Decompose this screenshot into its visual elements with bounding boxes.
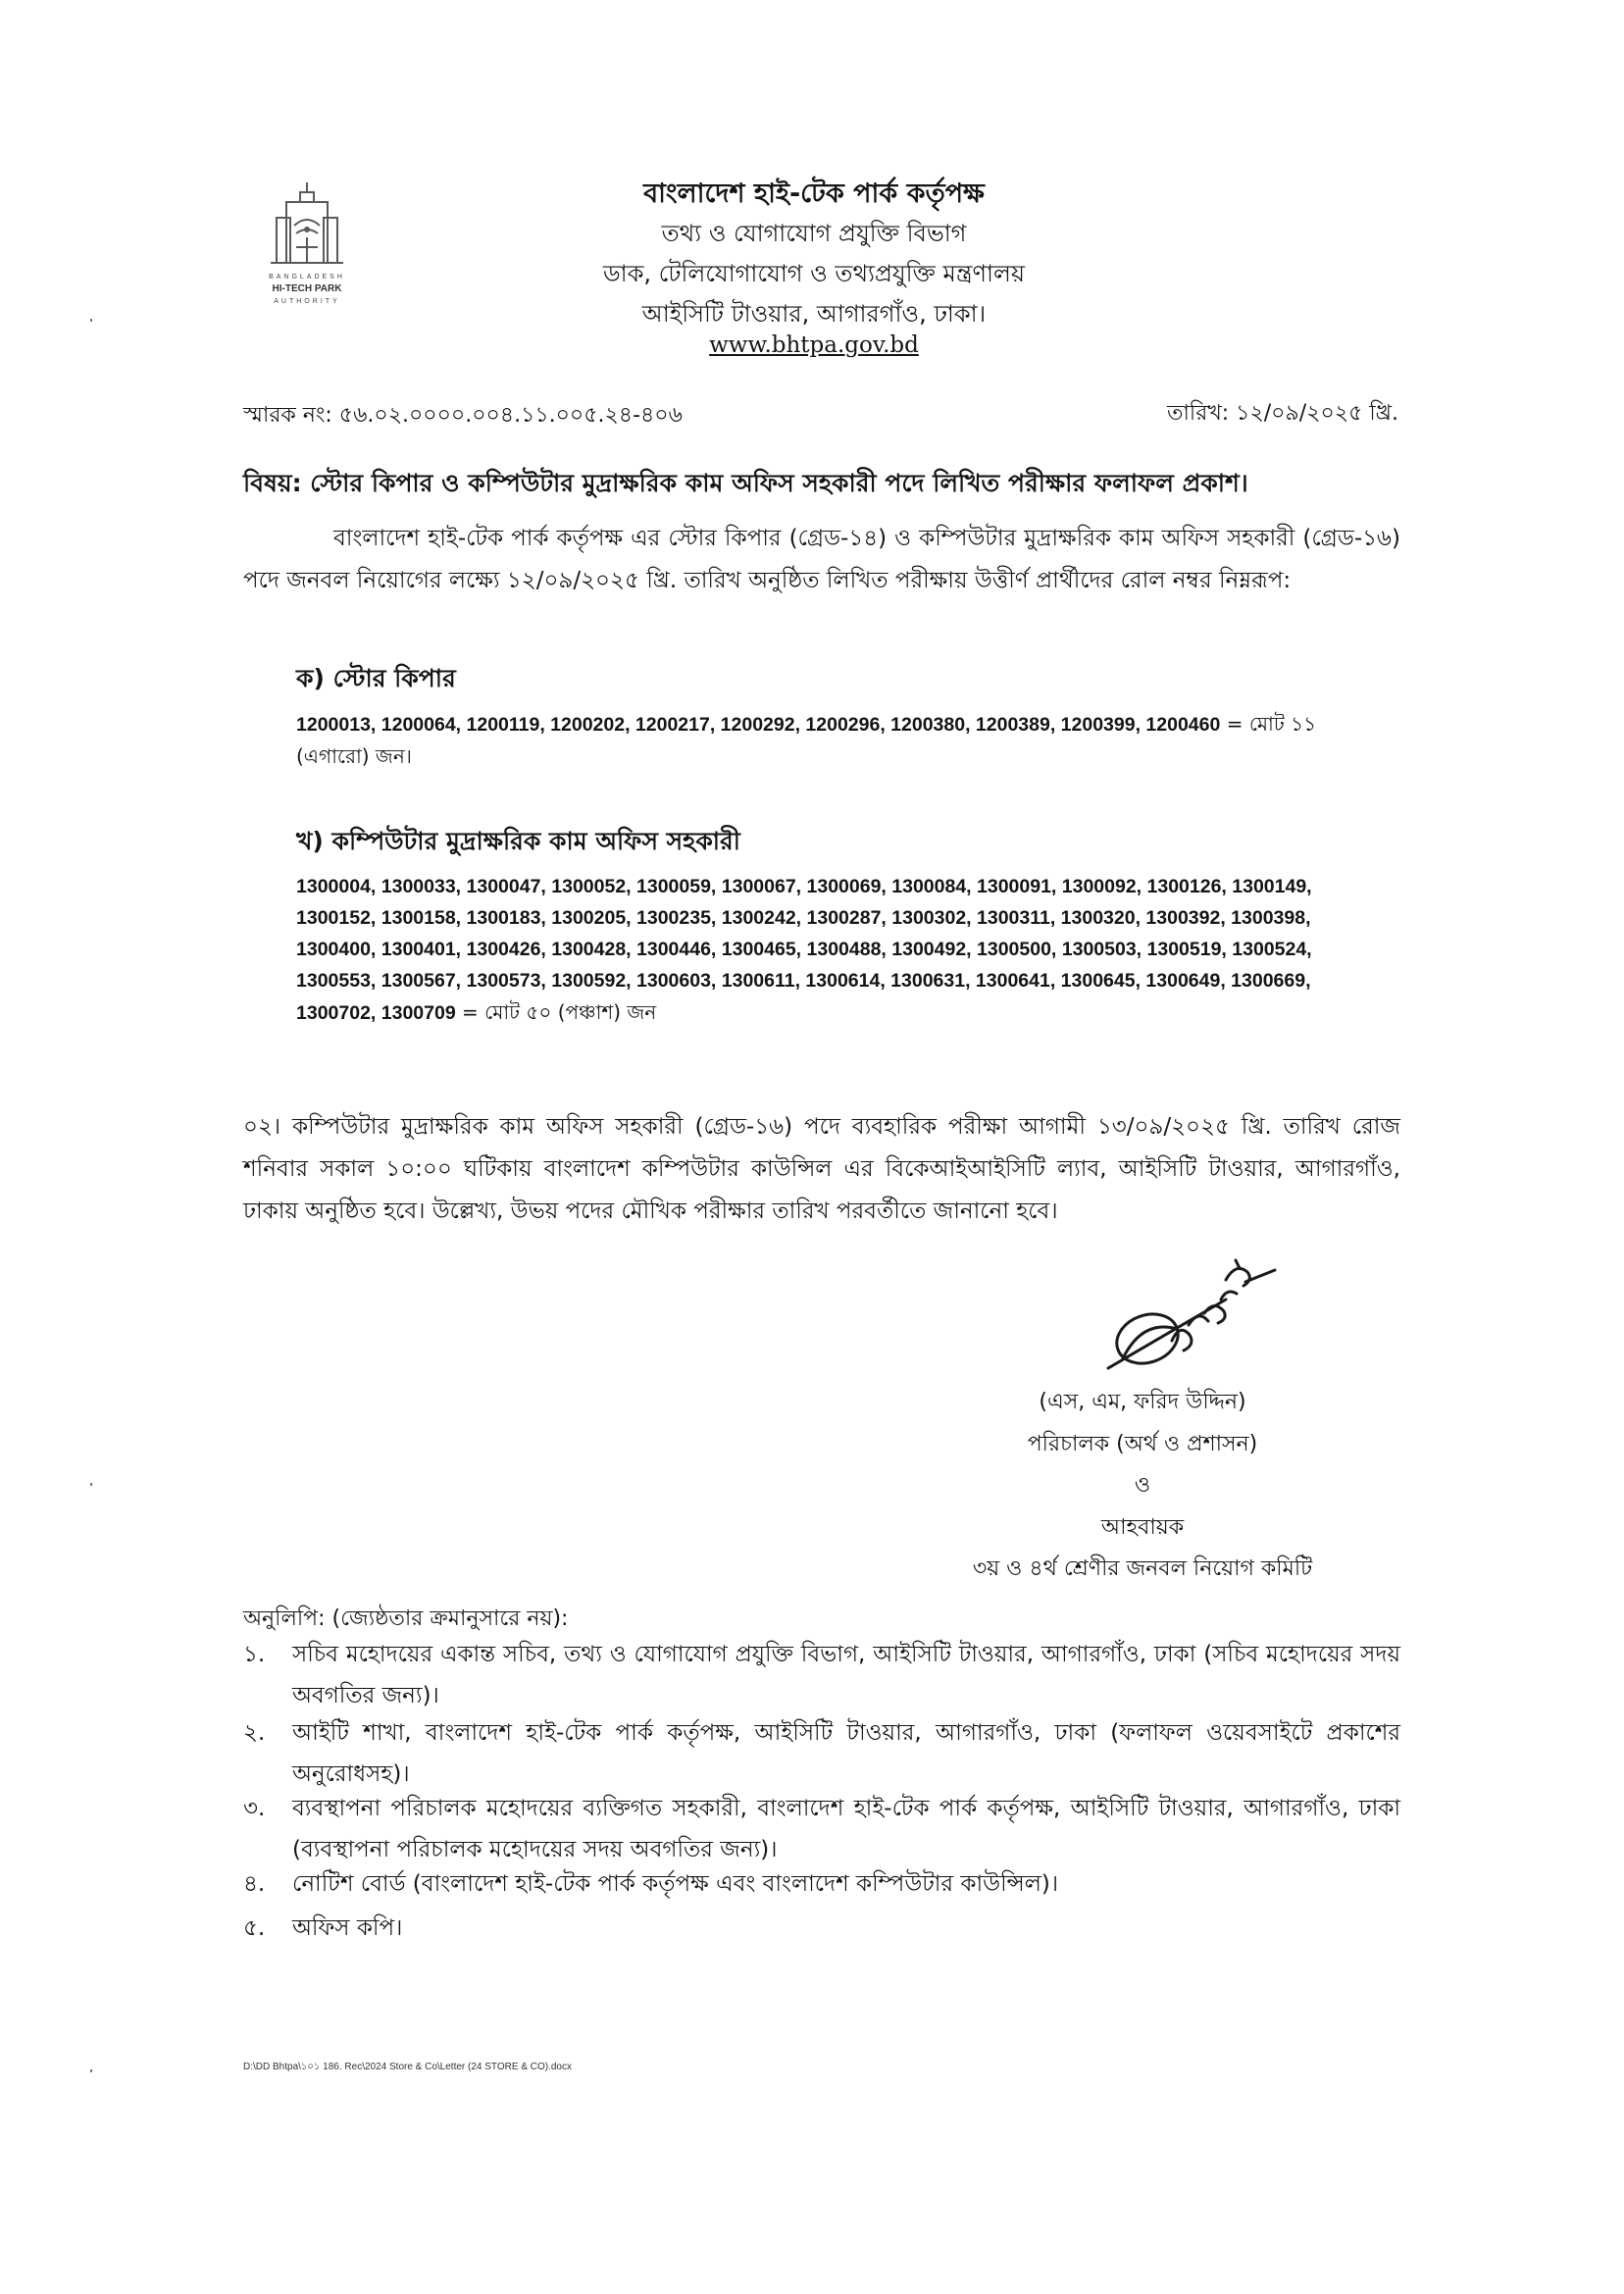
signatory-committee: ৩য় ও ৪র্থ শ্রেণীর জনবল নিয়োগ কমিটি — [972, 1556, 1313, 1581]
copy-to-number: ২. — [243, 1720, 266, 1746]
copy-to-number: ৩. — [243, 1796, 266, 1821]
intro-paragraph: বাংলাদেশ হাই-টেক পার্ক কর্তৃপক্ষ এর স্টোর কিপার (গ্রেড-১৪) ও কম্পিউটার মুদ্রাক্ষরিক কাম অফিস সহকারী (গ্রেড-১৬) পদে জনবল নিয়োগের লক্ষ্যে ১২/০৯/২০২৫ খ্রি. তারিখ অনুষ্ঠিত লিখিত পরীক্ষায় উত্তীর্ণ প্রার্থীদের রোল নম্বর নিম্নরূপ: — [243, 526, 1400, 593]
memo-date: তারিখ: ১২/০৯/২০২৫ খ্রি. — [1167, 401, 1398, 426]
ministry-name: ডাক, টেলিযোগাযোগ ও তথ্যপ্রযুক্তি মন্ত্রণালয় — [603, 260, 1025, 287]
copy-to-text: সচিব মহোদয়ের একান্ত সচিব, তথ্য ও যোগাযোগ প্রযুক্তি বিভাগ, আইসিটি টাওয়ার, আগারগাঁও, ঢাকা (সচিব মহোদয়ের সদয় অবগতির জন্য)। — [292, 1642, 1400, 1708]
copy-to-item — [243, 1712, 1400, 1795]
signatory-name: (এস, এম, ফরিদ উদ্দিন) — [1039, 1390, 1246, 1414]
scan-mark — [90, 1483, 92, 1486]
store-keeper-roll-list — [296, 708, 1385, 773]
copy-to-item — [243, 1634, 1400, 1716]
signatory-designation: পরিচালক (অর্থ ও প্রশাসন) — [1027, 1432, 1258, 1456]
copy-to-title: অনুলিপি: (জ্যেষ্ঠতার ক্রমানুসারে নয়): — [243, 1606, 569, 1631]
subject-line: বিষয়: স্টোর কিপার ও কম্পিউটার মুদ্রাক্ষরিক কাম অফিস সহকারী পদে লিখিত পরীক্ষার ফলাফল প্রকাশ। — [243, 469, 1248, 497]
copy-to-text: ব্যবস্থাপনা পরিচালক মহোদয়ের ব্যক্তিগত সহকারী, বাংলাদেশ হাই-টেক পার্ক কর্তৃপক্ষ, আইসিটি টাওয়ার, আগারগাঁও, ঢাকা (ব্যবস্থাপনা পরিচালক মহোদয়ের সদয় অবগতির জন্য)। — [292, 1796, 1400, 1862]
svg-text:HI-TECH PARK: HI-TECH PARK — [272, 283, 342, 294]
section-computer-typist-title: খ) কম্পিউটার মুদ্রাক্ষরিক কাম অফিস সহকারী — [296, 827, 740, 855]
org-name: বাংলাদেশ হাই-টেক পার্ক কর্তৃপক্ষ — [643, 178, 985, 209]
computer-typist-roll-list — [296, 871, 1385, 1029]
copy-to-text: আইটি শাখা, বাংলাদেশ হাই-টেক পার্ক কর্তৃপক্ষ, আইসিটি টাওয়ার, আগারগাঁও, ঢাকা (ফলাফল ওয়েবসাইটে প্রকাশের অনুরোধসহ)। — [292, 1720, 1400, 1787]
handwritten-signature-icon — [1079, 1231, 1285, 1388]
memo-number: স্মারক নং: ৫৬.০২.০০০০.০০৪.১১.০০৫.২৪-৪০৬ — [243, 403, 683, 428]
svg-text:BANGLADESH: BANGLADESH — [269, 274, 345, 280]
copy-to-text: অফিস কপি। — [292, 1915, 403, 1941]
scan-mark — [90, 2069, 92, 2072]
bhtpa-logo-icon — [257, 178, 357, 314]
practical-exam-paragraph: ০২। কম্পিউটার মুদ্রাক্ষরিক কাম অফিস সহকারী (গ্রেড-১৬) পদে ব্যবহারিক পরীক্ষা আগামী ১৩/০৯/২০২৫ খ্রি. তারিখ রোজ শনিবার সকাল ১০:০০ ঘটিকায় বাংলাদেশ কম্পিউটার কাউন্সিল এর বিকেআইআইসিটি ল্যাব, আইসিটি টাওয়ার, আগারগাঁও, ঢাকায় অনুষ্ঠিত হবে। উল্লেখ্য, উভয় পদের মৌখিক পরীক্ষার তারিখ পরবর্তীতে জানানো হবে। — [243, 1114, 1400, 1224]
copy-to-item — [243, 1908, 1400, 1949]
scan-mark — [90, 319, 92, 322]
copy-to-text: নোটিশ বোর্ড (বাংলাদেশ হাই-টেক পার্ক কর্তৃপক্ষ এবং বাংলাদেশ কম্পিউটার কাউন্সিল)। — [292, 1871, 1059, 1897]
website-link[interactable]: www.bhtpa.gov.bd — [709, 332, 919, 358]
svg-text:AUTHORITY: AUTHORITY — [274, 298, 340, 305]
roll-numbers: 1300004, 1300033, 1300047, 1300052, 1300059, 1300067, 1300069, 1300084, 1300091, 1300092, 1300126, 1300149, 1300152, 1300158, 1300183, 1300205, 1300235, 1300242, 1300287, 1300302, 1300311, 1300320, 1300392, 1300398, 1300400, 1300401, 1300426, 1300428, 1300446, 1300465, 1300488, 1300492, 1300500, 1300503, 1300519, 1300524, 1300553, 1300567, 1300573, 1300592, 1300603, 1300611, 1300614, 1300631, 1300641, 1300645, 1300649, 1300669, 1300702, 1300709 — [296, 876, 1312, 1024]
copy-to-number: ৫. — [243, 1915, 266, 1941]
division-name: তথ্য ও যোগাযোগ প্রযুক্তি বিভাগ — [661, 220, 967, 247]
roll-total: = মোট ৫০ (পঞ্চাশ) জন — [455, 1000, 657, 1024]
roll-total: = মোট ১১ (এগারো) জন। — [296, 712, 1317, 768]
copy-to-item — [243, 1788, 1400, 1870]
copy-to-number: ৪. — [243, 1871, 266, 1897]
file-path-footer: D:\DD Bhtpa\১০১ 186. Rec\2024 Store & Co\Letter (24 STORE & CO).docx — [243, 2062, 572, 2072]
address: আইসিটি টাওয়ার, আগারগাঁও, ঢাকা। — [641, 300, 987, 328]
copy-to-number: ১. — [243, 1642, 266, 1667]
signatory-conjunction: ও — [1134, 1473, 1151, 1498]
section-store-keeper-title: ক) স্টোর কিপার — [296, 664, 456, 692]
signatory-role: আহবায়ক — [1100, 1515, 1185, 1540]
copy-to-item — [243, 1863, 1400, 1905]
roll-numbers: 1200013, 1200064, 1200119, 1200202, 1200217, 1200292, 1200296, 1200380, 1200389, 1200399, 1200460 — [296, 714, 1221, 736]
